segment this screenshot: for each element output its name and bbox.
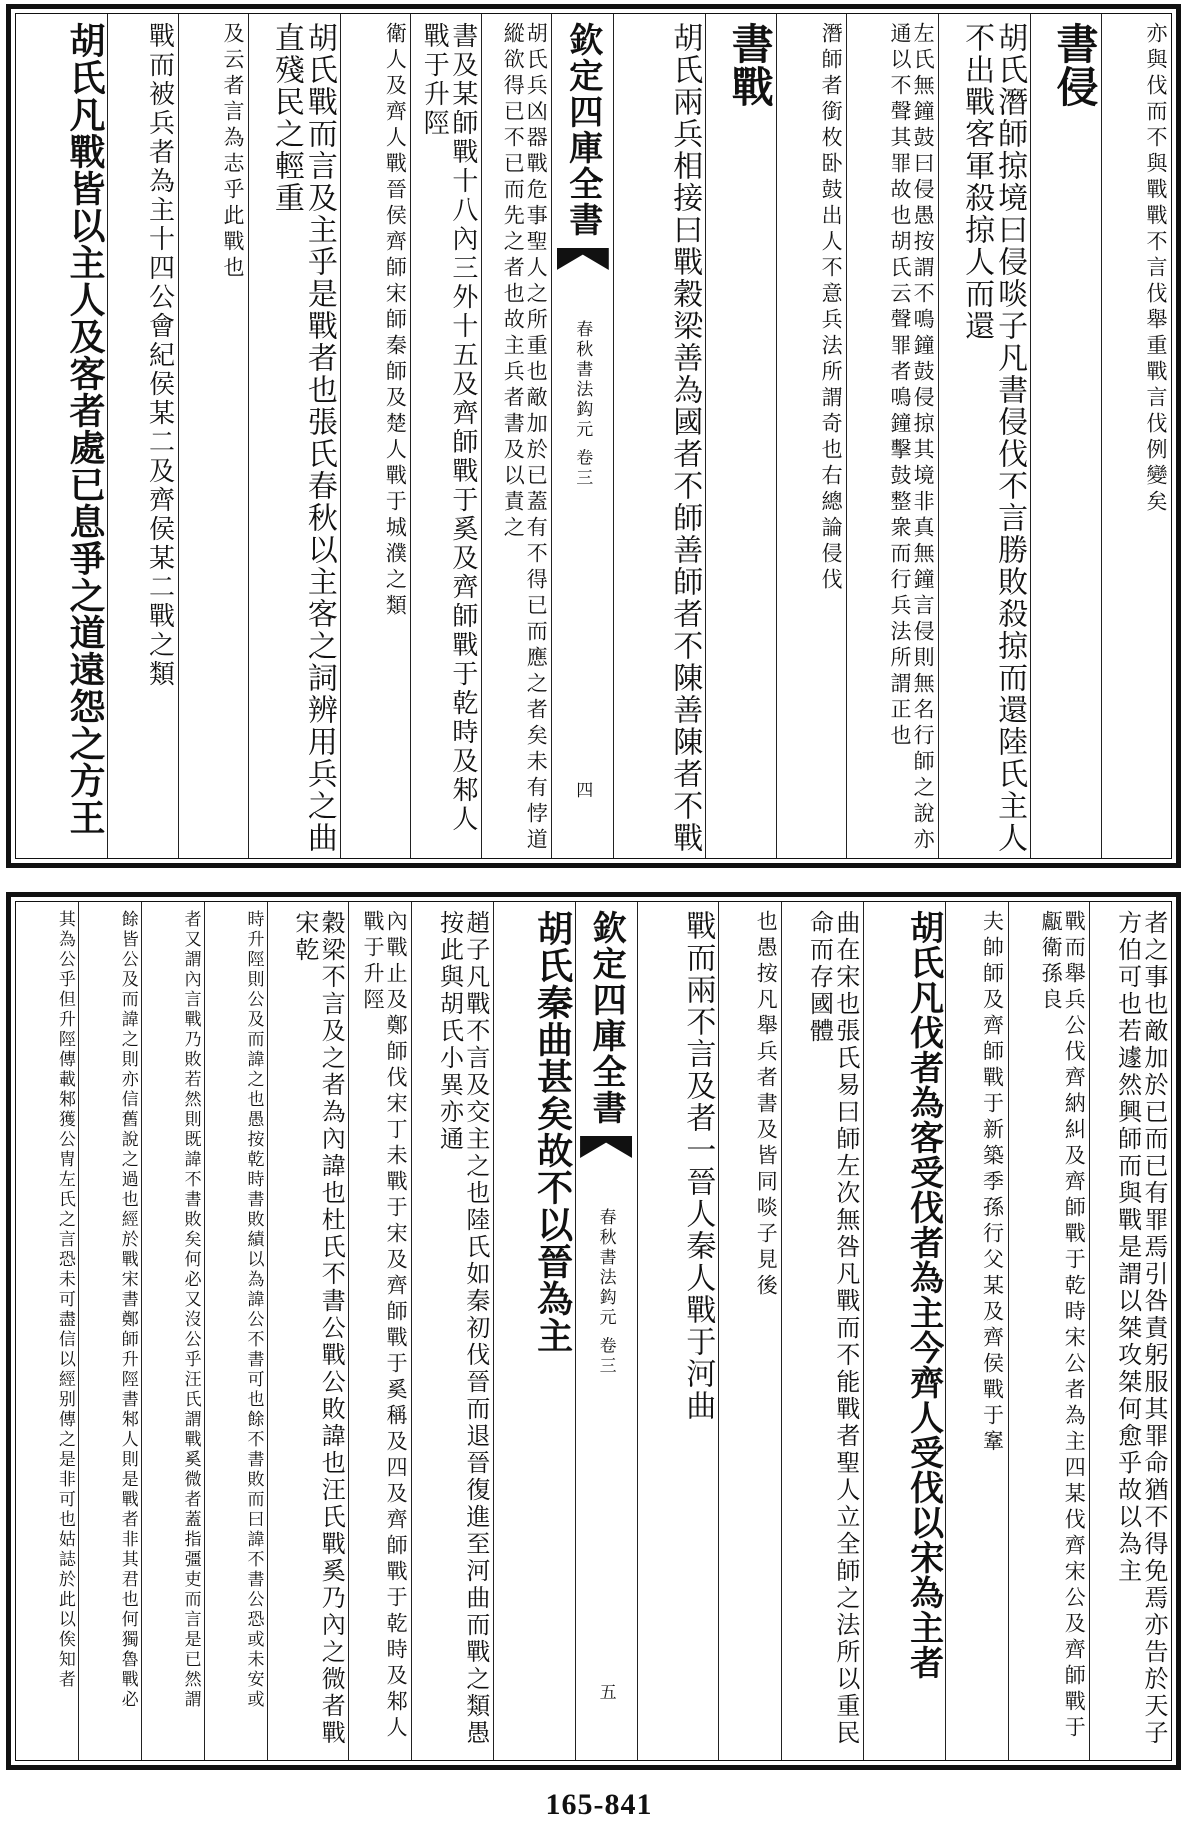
text-column: 胡氏兩兵相接曰戰穀梁善為國者不師善師者不陳善陳者不戰 bbox=[613, 14, 705, 858]
book-title: 欽定四庫全書 bbox=[586, 910, 627, 1126]
text-column: 穀梁不言及之者為內諱也杜氏不書公戰公敗諱也汪氏戰奚乃內之微者戰宋乾 bbox=[267, 902, 349, 1760]
text-column: 亦與伐而不與戰戰不言伐舉重戰言伐例變矣 bbox=[1101, 14, 1171, 858]
text-column: 胡氏潛師掠境曰侵啖子凡書侵伐不言勝敗殺掠而還陸氏主人不出戰客軍殺掠人而還 bbox=[938, 14, 1030, 858]
text-column: 潛師者銜枚卧鼓出人不意兵法所謂奇也右總論侵伐 bbox=[776, 14, 846, 858]
bottom-columns bbox=[16, 902, 1171, 1760]
text-column: 胡氏兵凶器戰危事聖人之所重也敵加於已蓋有不得已而應之者矣未有悖道縱欲得已不已而先之者也故主兵者書及以責之 bbox=[481, 14, 551, 858]
text-column: 夫帥師及齊師戰于新築季孫行父某及齊侯戰于鞌 bbox=[945, 902, 1008, 1760]
text-column: 衛人及齊人戰晉侯齊師宋師秦師及楚人戰于城濮之類 bbox=[340, 14, 410, 858]
text-column: 曲在宋也張氏易曰師左次無咎凡戰而不能戰者聖人立全師之法所以重民命而存國體 bbox=[781, 902, 863, 1760]
text-column: 胡氏凡戰皆以主人及客者處已息爭之道遠怨之方王 bbox=[64, 22, 107, 836]
text-column: 及云者言為志乎此戰也 bbox=[178, 14, 248, 858]
text-column: 趙子凡戰不言及交主之也陸氏如秦初伐晉而退晉復進至河曲而戰之類愚按此與胡氏小異亦通 bbox=[411, 902, 493, 1760]
volume-label: 春秋書法鈎元 卷三 bbox=[572, 320, 593, 489]
text-column: 戰而兩不言及者一晉人秦人戰于河曲 bbox=[637, 902, 719, 1760]
text-column: 內戰止及鄭師伐宋丁未戰于宋及齊師戰于奚稱及四及齊師戰于乾時及邾人戰于升陘 bbox=[348, 902, 411, 1760]
volume-label: 春秋書法鈎元 卷三 bbox=[595, 1208, 616, 1377]
fish-tail-mark bbox=[580, 1136, 632, 1158]
page-number: 165-841 bbox=[545, 1788, 653, 1821]
fish-tail-mark bbox=[557, 248, 609, 270]
bottom-page bbox=[6, 892, 1181, 1770]
book-title: 欽定四庫全書 bbox=[562, 22, 603, 238]
text-column: 胡氏秦曲甚矣故不以晉為主 bbox=[493, 902, 575, 1760]
text-column: 戰而被兵者為主十四公會紀侯某二及齊侯某二戰之類 bbox=[107, 14, 177, 858]
text-column: 餘皆公及而諱之則亦信舊說之過也經於戰宋書鄭師升陘書邾人則是戰者非其君也何獨魯戰必 bbox=[78, 902, 141, 1760]
leaf-number: 四 bbox=[572, 781, 593, 798]
leaf-number: 五 bbox=[595, 1683, 616, 1700]
text-column: 胡氏凡伐者為客受伐者為主今齊人受伐以宋為主者 bbox=[863, 902, 945, 1760]
text-column: 者之事也敵加於已而已有罪焉引咎責躬服其罪命猶不得免焉亦告於天子方伯可也若遽然興師而與戰是謂以桀攻桀何愈乎故以為主 bbox=[1089, 902, 1171, 1760]
section-heading: 書侵 bbox=[1030, 14, 1100, 858]
text-column: 書及某師戰十八內三外十五及齊師戰于奚及齊師戰于乾時及邾人戰于升陘 bbox=[410, 14, 480, 858]
center-margin bbox=[551, 14, 613, 858]
text-column: 時升陘則公及而諱之也愚按乾時書敗績以為諱公不書可也餘不書敗而曰諱不書公恐或未安或 bbox=[204, 902, 267, 1760]
text-column: 者又謂內言戰乃敗若然則既諱不書敗矣何必又沒公乎汪氏謂戰奚微者蓋指彊吏而言是已然謂 bbox=[141, 902, 204, 1760]
text-column: 其為公乎但升陘傳載邾獲公冑左氏之言恐未可盡信以經别傳之是非可也姑誌於此以俟知者 bbox=[54, 910, 75, 1690]
center-margin bbox=[575, 902, 637, 1760]
bottom-page-frame bbox=[15, 901, 1172, 1761]
top-page-frame bbox=[15, 13, 1172, 859]
text-column: 戰而舉兵公伐齊納糾及齊師戰于乾時宋公者為主四某伐齊宋公及齊師戰于甗衛孫良 bbox=[1008, 902, 1090, 1760]
section-heading: 書戰 bbox=[705, 14, 775, 858]
text-column: 也愚按凡舉兵者書及皆同啖子見後 bbox=[718, 902, 781, 1760]
text-column: 左氏無鐘鼓曰侵愚按謂不鳴鐘鼓侵掠其境非真無鐘言侵則無名行師之說亦通以不聲其罪故也胡氏云聲罪者鳴鐘擊鼓整衆而行兵法所謂正也 bbox=[846, 14, 938, 858]
text-column: 胡氏戰而言及主乎是戰者也張氏春秋以主客之詞辨用兵之曲直殘民之輕重 bbox=[248, 14, 340, 858]
top-page bbox=[6, 4, 1181, 868]
top-columns bbox=[16, 14, 1171, 858]
